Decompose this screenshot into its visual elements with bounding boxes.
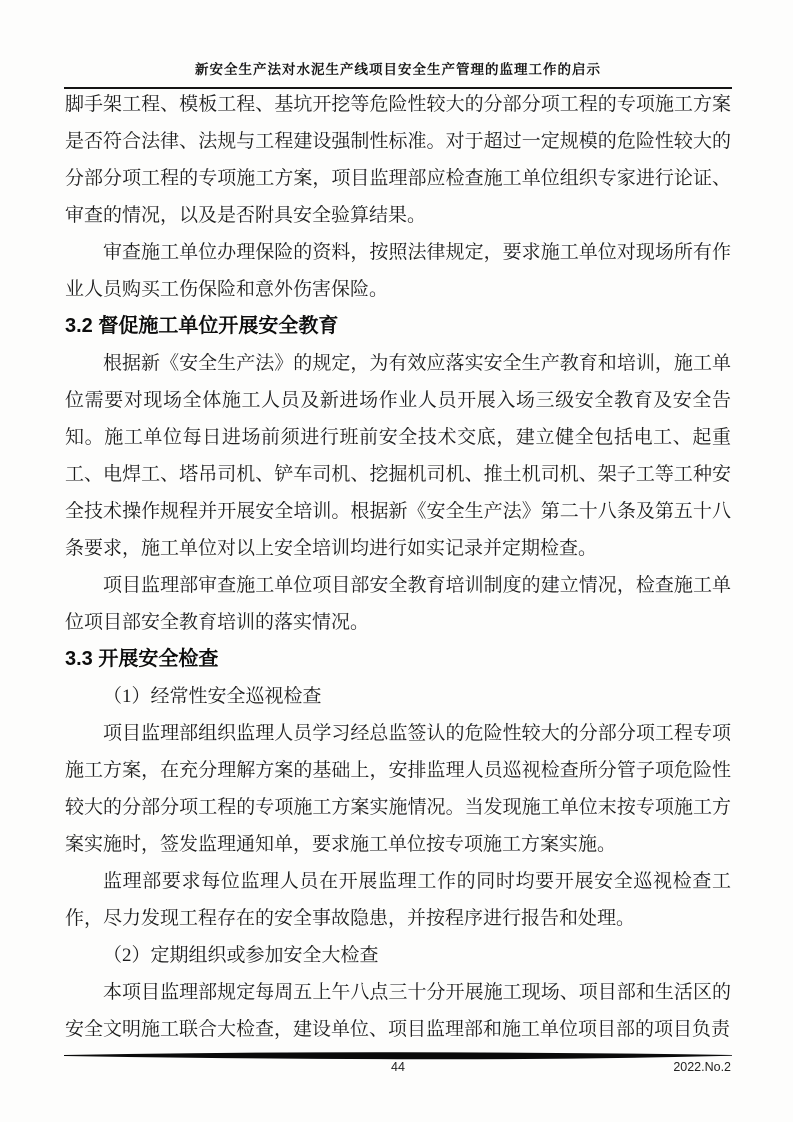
document-body xyxy=(65,86,731,1048)
body-paragraph: 本项目监理部规定每周五上午八点三十分开展施工现场、项目部和生活区的安全文明施工联合大检查，建设单位、项目监理部和施工单位项目部的项目负责 xyxy=(65,982,731,1040)
running-title: 新安全生产法对水泥生产线项目安全生产管理的监理工作的启示 xyxy=(195,62,601,77)
body-paragraph: 根据新《安全生产法》的规定，为有效应落实安全生产教育和培训，施工单位需要对现场全体施工人员及新进场作业人员开展入场三级安全教育及安全告知。施工单位每日进场前须进行班前安全技术交底，建立健全包括电工、起重工、电焊工、塔吊司机、铲车司机、挖掘机司机、推土机司机、架子工等工种安全技术操作规程并开展安全培训。根据新《安全生产法》第二十八条及第五十八条要求，施工单位对以上安全培训均进行如实记录并定期检查。 xyxy=(65,353,731,559)
section-heading-3-2: 3.2 督促施工单位开展安全教育 xyxy=(65,315,339,337)
body-paragraph: 审查施工单位办理保险的资料，按照法律规定，要求施工单位对现场所有作业人员购买工伤保险和意外伤害保险。 xyxy=(65,242,731,300)
section-heading-3-3: 3.3 开展安全检查 xyxy=(65,648,219,670)
body-paragraph: 项目监理部审查施工单位项目部安全教育培训制度的建立情况，检查施工单位项目部安全教育培训的落实情况。 xyxy=(65,575,731,633)
list-item-1-subheading: （1）经常性安全巡视检查 xyxy=(103,686,322,707)
body-paragraph: 项目监理部组织监理人员学习经总监签认的危险性较大的分部分项工程专项施工方案，在充分理解方案的基础上，安排监理人员巡视检查所分管子项危险性较大的分部分项工程的专项施工方案实施情况。当发现施工单位末按专项施工方案实施时，签发监理通知单，要求施工单位按专项施工方案实施。 xyxy=(65,723,731,855)
body-paragraph: 监理部要求每位监理人员在开展监理工作的同时均要开展安全巡视检查工作，尽力发现工程存在的安全事故隐患，并按程序进行报告和处理。 xyxy=(65,871,731,929)
body-paragraph: 脚手架工程、模板工程、基坑开挖等危险性较大的分部分项工程的专项施工方案是否符合法律、法规与工程建设强制性标准。对于超过一定规模的危险性较大的分部分项工程的专项施工方案，项目监理部应检查施工单位组织专家进行论证、审查的情况，以及是否附具安全验算结果。 xyxy=(65,94,731,226)
page-number: 44 xyxy=(391,1060,405,1074)
list-item-2-subheading: （2）定期组织或参加安全大检查 xyxy=(103,945,379,966)
issue-label: 2022.No.2 xyxy=(673,1060,731,1074)
